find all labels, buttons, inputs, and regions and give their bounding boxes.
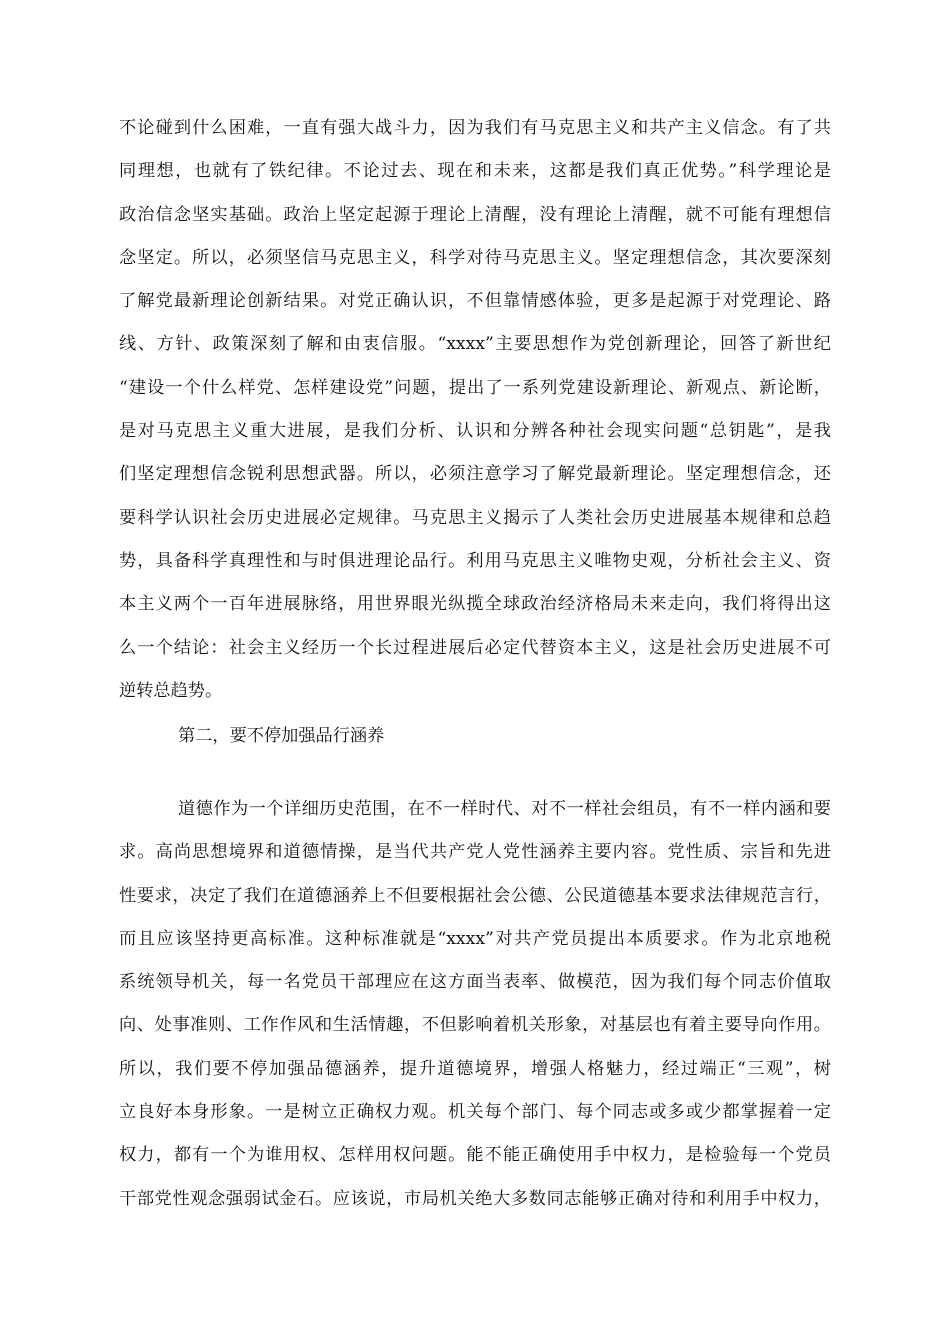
text-line: 权力，都有一个为谁用权、怎样用权问题。能不能正确使用手中权力，是检验每一个党员	[119, 1145, 831, 1166]
text-line: 不论碰到什么困难，一直有强大战斗力，因为我们有马克思主义和共产主义信念。有了共	[119, 118, 831, 138]
text-line: 而且应该坚持更高标准。这种标准就是“xxxx”对共产党员提出本质要求。作为北京地税	[119, 928, 831, 949]
section-heading	[119, 715, 831, 758]
text-line: 道德作为一个详细历史范围，在不一样时代、对不一样社会组员，有不一样内涵和要	[178, 799, 831, 819]
text-line: 所以，我们要不停加强品德涵养，提升道德境界，增强人格魅力，经过端正“三观”，树	[119, 1058, 831, 1079]
text-line: 们坚定理想信念锐利思想武器。所以，必须注意学习了解党最新理论。坚定理想信念，还	[119, 464, 831, 485]
text-line: 系统领导机关，每一名党员干部理应在这方面当表率、做模范，因为我们每个同志价值取	[119, 972, 831, 993]
text-line: 政治信念坚实基础。政治上坚定起源于理论上清醒，没有理论上清醒，就不可能有理想信	[119, 204, 831, 225]
text-line: 线、方针、政策深刻了解和由衷信服。“xxxx”主要思想作为党创新理论，回答了新世纪	[119, 334, 831, 355]
text-line: 同理想，也就有了铁纪律。不论过去、现在和未来，这都是我们真正优势。”科学理论是	[119, 161, 831, 182]
text-line: 向、处事准则、工作作风和生活情趣，不但影响着机关形象，对基层也有着主要导向作用。	[119, 1015, 831, 1036]
text-line: 性要求，决定了我们在道德涵养上不但要根据社会公德、公民道德基本要求法律规范言行，	[119, 885, 831, 906]
text-line: 了解党最新理论创新结果。对党正确认识，不但靠情感体验，更多是起源于对党理论、路	[119, 291, 831, 312]
text-line: 求。高尚思想境界和道德情操，是当代共产党人党性涵养主要内容。党性质、宗旨和先进	[119, 842, 831, 863]
paragraph-1	[119, 107, 831, 713]
text-line: 本主义两个一百年进展脉络，用世界眼光纵揽全球政治经济格局未来走向，我们将得出这	[119, 594, 831, 615]
text-line: 是对马克思主义重大进展，是我们分析、认识和分辨各种社会现实问题“总钥匙”，是我	[119, 421, 831, 442]
text-line: 念坚定。所以，必须坚信马克思主义，科学对待马克思主义。坚定理想信念，其次要深刻	[119, 247, 831, 268]
text-line: “建设一个什么样党、怎样建设党”问题，提出了一系列党建设新理论、新观点、新论断，	[119, 377, 831, 398]
paragraph-2	[119, 788, 831, 1221]
text-line: 干部党性观念强弱试金石。应该说，市局机关绝大多数同志能够正确对待和利用手中权力，	[119, 1188, 831, 1209]
text-line: 要科学认识社会历史进展必定规律。马克思主义揭示了人类社会历史进展基本规律和总趋	[119, 507, 831, 528]
text-line: 逆转总趋势。	[119, 680, 223, 701]
text-line: 势，具备科学真理性和与时俱进理论品行。利用马克思主义唯物史观，分析社会主义、资	[119, 550, 831, 571]
section-heading-text: 第二，要不停加强品行涵养	[178, 726, 385, 746]
text-line: 立良好本身形象。一是树立正确权力观。机关每个部门、每个同志或多或少都掌握着一定	[119, 1102, 831, 1123]
text-line: 么一个结论：社会主义经历一个长过程进展后必定代替资本主义，这是社会历史进展不可	[119, 637, 831, 658]
